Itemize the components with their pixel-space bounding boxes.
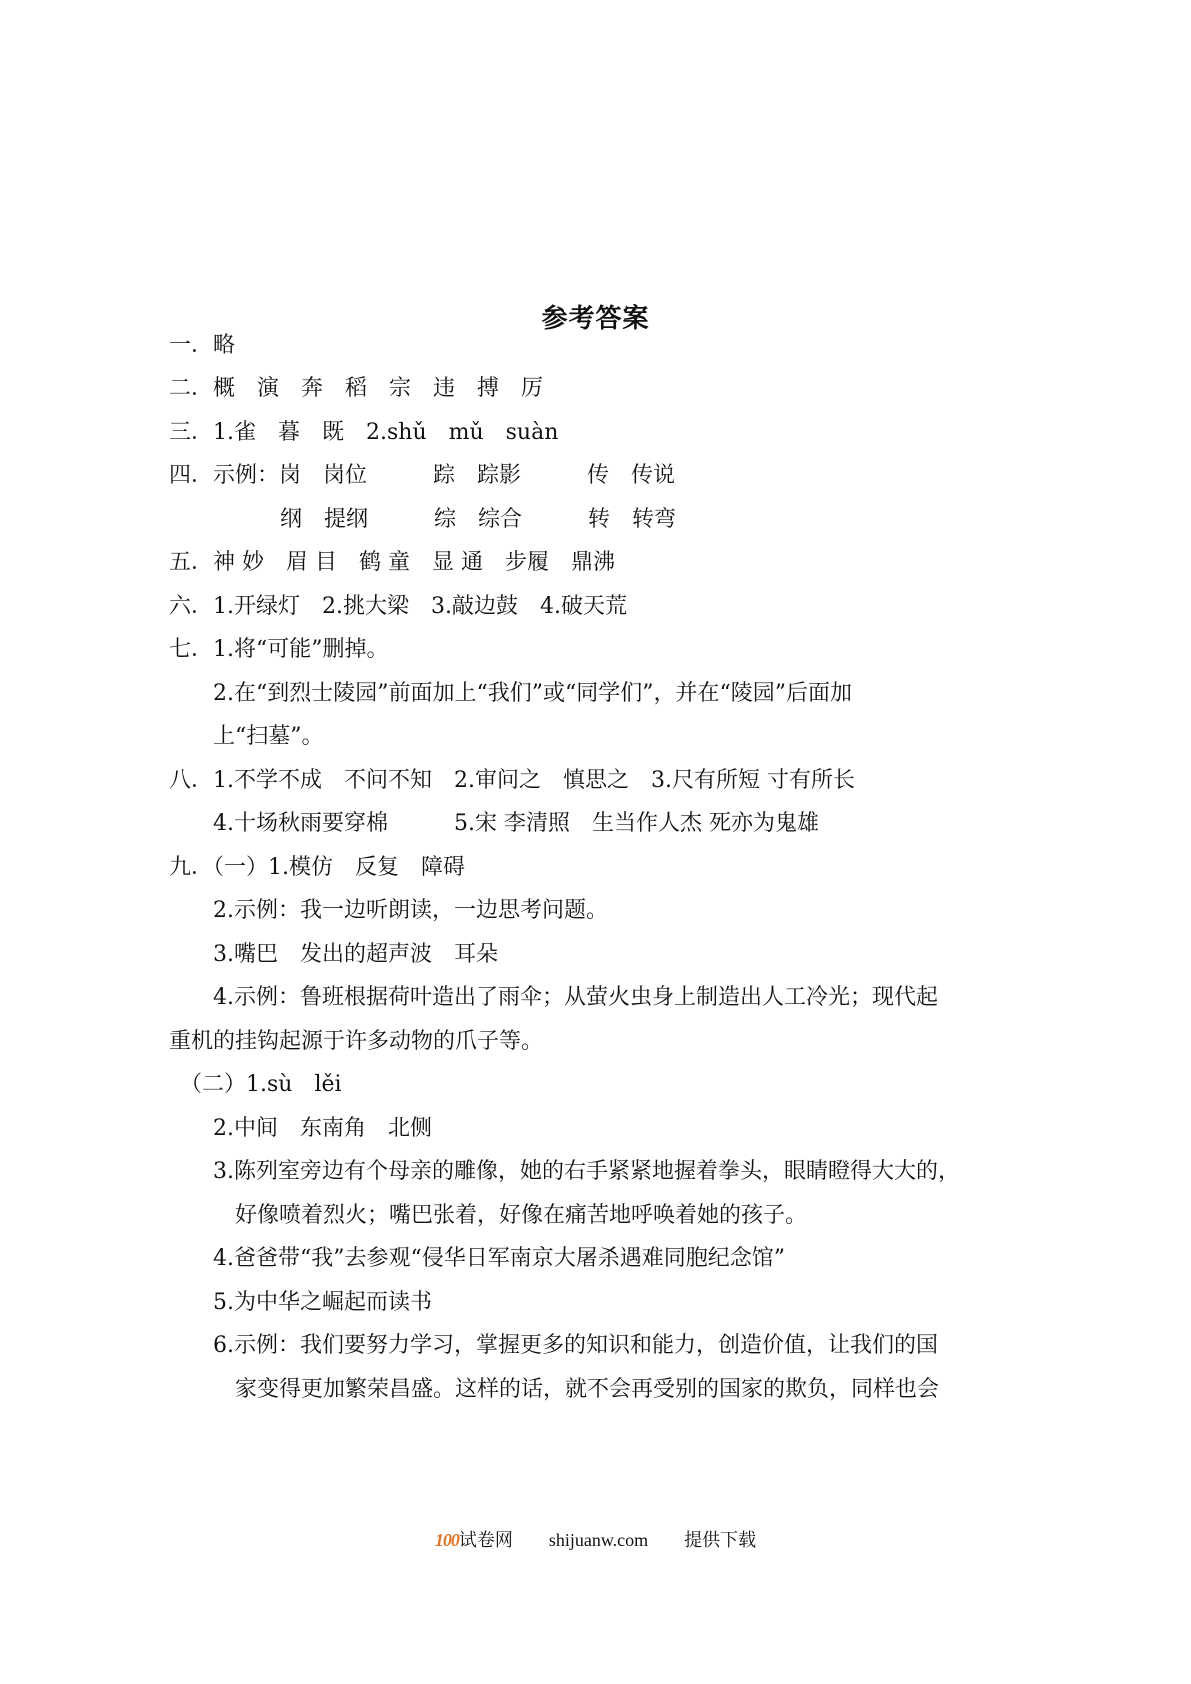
answer-line-9-part2-2: 2.中间 东南角 北侧 <box>213 1116 432 1141</box>
answer-line-9-part2-3: 3.陈列室旁边有个母亲的雕像，她的右手紧紧地握着拳头，眼睛瞪得大大的， <box>213 1159 960 1184</box>
answer-line-7-2b: 上“扫墓”。 <box>213 724 324 749</box>
answer-line-3: 三．1.雀 暮 既 2.shǔ mǔ suàn <box>169 420 559 445</box>
answer-line-9-4: 4.示例：鲁班根据荷叶造出了雨伞；从萤火虫身上制造出人工冷光；现代起 <box>213 985 938 1010</box>
answer-line-8b: 4.十场秋雨要穿棉 5.宋 李清照 生当作人杰 死亦为鬼雄 <box>213 811 819 836</box>
answer-line-9-part2: （二）1.sù lěi <box>180 1072 342 1097</box>
answer-line-6: 六．1.开绿灯 2.挑大梁 3.敲边鼓 4.破天荒 <box>169 594 627 619</box>
answer-line-7-2: 2.在“到烈士陵园”前面加上“我们”或“同学们”，并在“陵园”后面加 <box>213 681 852 706</box>
answer-line-4: 四．示例：岗 岗位 踪 踪影 传 传说 <box>169 463 676 488</box>
answer-line-9-part2-6: 6.示例：我们要努力学习，掌握更多的知识和能力，创造价值，让我们的国 <box>213 1333 938 1358</box>
answer-line-1: 一．略 <box>169 333 236 358</box>
answer-line-9-part2-3b: 好像喷着烈火；嘴巴张着，好像在痛苦地呼唤着她的孩子。 <box>235 1203 808 1228</box>
site-logo: 100 <box>434 1530 459 1550</box>
answer-line-9-4b: 重机的挂钩起源于许多动物的爪子等。 <box>169 1029 544 1054</box>
answer-line-8: 八．1.不学不成 不问不知 2.审问之 慎思之 3.尺有所短 寸有所长 <box>169 768 855 793</box>
answer-line-9-3: 3.嘴巴 发出的超声波 耳朵 <box>213 942 498 967</box>
page-footer <box>0 1526 1191 1552</box>
answer-line-9: 九．（一）1.模仿 反复 障碍 <box>169 855 465 880</box>
answer-line-7: 七．1.将“可能”删掉。 <box>169 637 389 662</box>
answer-line-2: 二．概 演 奔 稻 宗 违 搏 厉 <box>169 376 544 401</box>
answer-line-9-part2-4: 4.爸爸带“我”去参观“侵华日军南京大屠杀遇难同胞纪念馆” <box>213 1246 785 1271</box>
answer-line-9-2: 2.示例：我一边听朗读，一边思考问题。 <box>213 898 608 923</box>
page-title: 参考答案 <box>541 304 650 334</box>
answer-line-4b: 纲 提纲 综 综合 转 转弯 <box>280 507 677 532</box>
site-name: 试卷网 <box>458 1530 513 1550</box>
answer-line-9-part2-5: 5.为中华之崛起而读书 <box>213 1290 432 1315</box>
answer-line-5: 五．神 妙 眉 目 鹤 童 显 通 步履 鼎沸 <box>169 550 615 575</box>
site-domain[interactable]: shijuanw.com <box>548 1530 649 1550</box>
download-note: 提供下载 <box>684 1530 757 1550</box>
answer-line-9-part2-6b: 家变得更加繁荣昌盛。这样的话，就不会再受别的国家的欺负，同样也会 <box>235 1377 940 1402</box>
